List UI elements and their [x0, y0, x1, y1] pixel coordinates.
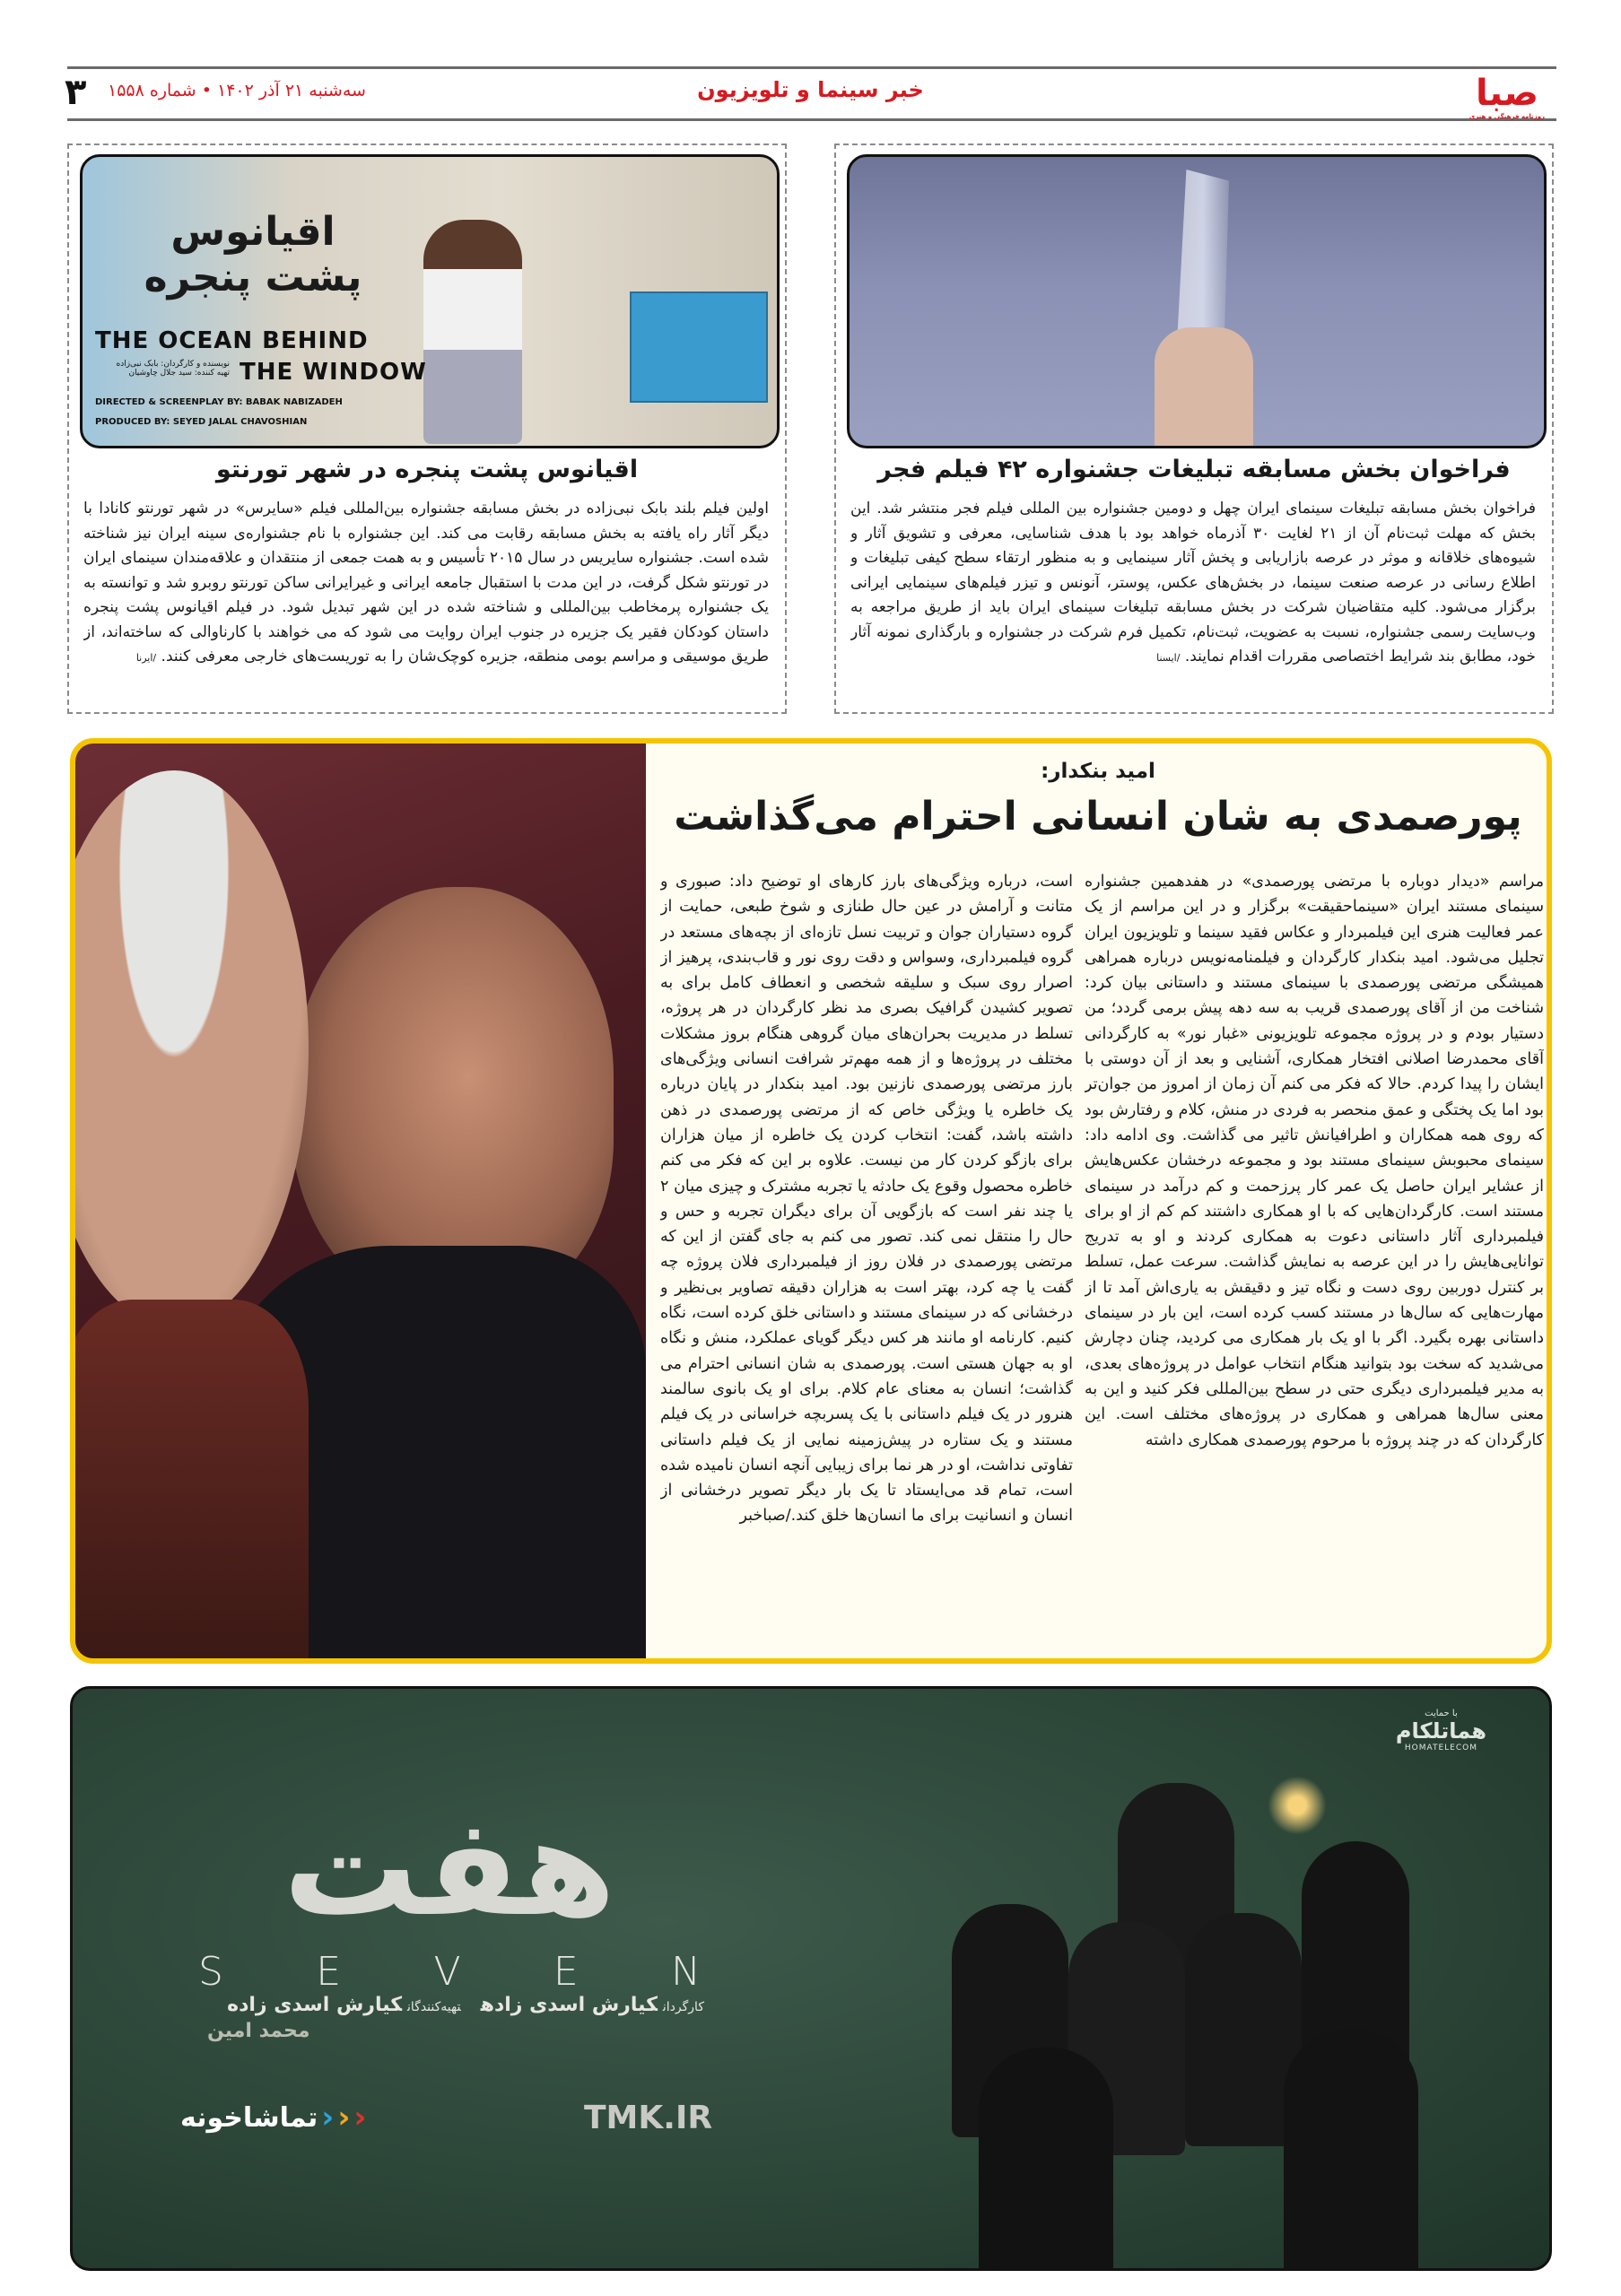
ad-title-letter: E [316, 1949, 342, 1995]
poster-credit-en: PRODUCED BY: SEYED JALAL CHAVOSHIAN [95, 417, 308, 427]
blue-box [630, 291, 768, 403]
older-man-sweater [75, 1300, 309, 1658]
platform-name: تماشاخونه [180, 2101, 318, 2134]
producer-name: محمد امین [207, 2020, 310, 2042]
website-link[interactable]: TMK.IR [584, 2100, 713, 2136]
chevron-red-icon: › [353, 2100, 367, 2135]
ad-title-letter: S [198, 1949, 223, 1995]
news-source: /ایرنا [135, 652, 157, 664]
chevron-yellow-icon: › [337, 2100, 351, 2135]
hand-holding-trophy [1155, 327, 1253, 448]
header-bottom-rule [67, 118, 1556, 121]
sponsor-name-en: HOMATELECOM [1404, 1744, 1477, 1752]
news-headline: فراخوان بخش مسابقه تبلیغات جشنواره ۴۲ فیلم فجر [877, 456, 1511, 483]
section-title: خبر سینما و تلویزیون [697, 77, 924, 102]
poster-credits-fa [95, 360, 230, 378]
feature-photo [75, 744, 646, 1658]
news-body [83, 497, 769, 705]
poster-title-fa: اقیانوس پشت پنجره [144, 209, 362, 300]
older-man-head [75, 770, 309, 1326]
poster-credit-en: DIRECTED & SCREENPLAY BY: BABAK NABIZADEH [95, 397, 343, 407]
cast-photo [799, 1689, 1445, 2271]
poster-credit-fa: نویسنده و کارگردان: بابک نبی‌زاده [116, 360, 230, 369]
dateline: سه‌شنبه ۲۱ آذر ۱۴۰۲ • شماره ۱۵۵۸ [108, 81, 366, 100]
tamashakhoone-logo [180, 2100, 366, 2135]
page-number: ۳ [65, 72, 87, 113]
sponsor-tag: با حمایت [1425, 1709, 1458, 1718]
director-name: کیارش اسدی زاده [480, 1994, 658, 2016]
news-headline: اقیانوس پشت پنجره در شهر تورنتو [215, 456, 639, 483]
ad-title-letter: E [553, 1949, 579, 1995]
feature-column-right: مراسم «دیدار دوباره با مرتضی پورصمدی» در هفدهمین جشنواره سینمای مستند ایران «سینماحقیقت» برگزار و در این مراسم از یک عمر فعالیت هنری این فیلمبردار و عکاس فقید سینما و تلویزیون ایران تجلیل می‌شود. امید بنکدار کارگردان و فیلمنامه‌نویس درباره همراهی همیشگی مرتضی پورصمدی با سینمای مستند و داستانی بیان کرد: شناخت من از آقای پورصمدی قریب به سه دهه پیش برمی گردد؛ من دستیار بودم و در پروژه مجموعه تلویزیونی «غبار نور» به کارگردانی آقای محمدرضا اصلانی افتخار همکاری، آشنایی و بعد از آن دوستی با ایشان را پیدا کردم. حالا که فکر می کنم آن زمان از امروز من جوان‌تر بود اما یک پختگی و عمق منحصر به فردی در منش، کلام و رفتارش بود که روی همه همکاران و اطرافیانش تاثیر می گذاشت. وی ادامه داد: سینمای محبوبش سینمای مستند بود و مجموعه درخشان عکس‌هایش از عشایر ایران حاصل یک عمر کار پرزحمت و کم درآمد در سینمای مستند است. کارگردان‌هایی که با او همکاری داشتند کم کم از او برای فیلمبرداری آثار داستانی دعوت به همکاری کردند و او به تدریج توانایی‌هایش را در این عرصه به نمایش گذاشت. سرعت عمل، تسلط بر کنترل دوربین روی دست و نگاه تیز و دقیقش به یاری‌اش آمد تا از مهارت‌هایی که سال‌ها در مستند کسب کرده است، این بار در سینمای داستانی بهره بگیرد. اگر با او یک بار همکاری می کردید، چنان دچارش می‌شدید که سخت بود بتوانید هنگام انتخاب عوامل در پروژه‌های بعدی، به مدیر فیلمبرداری دیگری حتی در سطح بین‌المللی فکر کنید و این به معنی سال‌ها همراهی و همکاری در پروژه‌های مختلف است. این کارگردان که در چند پروژه با مرحوم پورصمدی همکاری داشته [1085, 873, 1544, 1449]
poster-credit-fa: تهیه کننده: سید جلال چاوشیان [128, 369, 230, 378]
candelabra [1248, 1752, 1346, 1859]
feature-column-left [660, 869, 1073, 1649]
news-item-ocean [67, 144, 787, 714]
news-item-fajr [834, 144, 1554, 714]
film-poster [80, 154, 780, 448]
feature-kicker: امید بنکدار: [1041, 760, 1155, 783]
logo-text: صبا [1476, 73, 1538, 114]
ad-title-en [198, 1949, 701, 1995]
feature-column-left-text: است، درباره ویژگی‌های بارز کارهای او توضیح داد: صبوری و متانت و آرامش در عین حال طنازی و شوخ طبعی، حمایت از گروه دستیاران جوان و تربیت نسل تازه‌ای از بچه‌های مستعد در گروه فیلمبرداری، وسواس و دقت روی نور و قاب‌بندی، پرهیز از اصرار روی سبک و سلیقه شخصی و انعطاف کامل برای به تصویر کشیدن گرافیک بصری مد نظر کارگردان در هر پروژه، تسلط در مدیریت بحران‌های میان گروهی هنگام بروز مشکلات مختلف در پروژه‌ها و از همه مهم‌تر شرافت انسانی ویژگی‌های بارز مرتضی پورصمدی نازنین بود. امید بنکدار در پایان درباره یک خاطره یا ویژگی خاص که از مرتضی پورصمدی در ذهن داشته باشد، گفت: انتخاب کردن یک خاطره از میان هزاران برای بازگو کردن کار من نیست. علاوه بر این که فکر می کنم خاطره محصول وقوع یک حادثه یا تجربه مشترک و چیزی میان ۲ یا چند نفر است که بازگویی آن برای دیگران تجربه و حس و حال را منتقل نمی کند. تصور می کنم به جای گفتن از این که مرتضی پورصمدی در فلان روز از فیلمبرداری فلان پروژه چه گفت یا چه کرد، بهتر است به هزاران دقیقه تصاویر بی‌نظیر و درخشانی که در سینمای مستند و داستانی خلق کرده است، نگاه کنیم. کارنامه او مانند هر کس دیگر گویای عملکرد، منش و نگاه او به جهان هستی است. پورصمدی به شان انسانی احترام می گذاشت؛ انسان به معنای عام کلام. برای او یک بانوی سالمند هنرور در یک فیلم داستانی با یک پسربچه خراسانی در یک فیلم مستند و یک ستاره در پیش‌زمینه نمایی از یک فیلم داستانی تفاوتی نداشت، او در هر نما برای زیبایی آنچه انسان نامیده شده است، تمام قد می‌ایستاد تا یک بار دیگر تصویر درخشانی از انسان و انسانیت برای ما انسان‌ها خلق کند. [660, 873, 1073, 1526]
producers-label: تهیه‌کنندگان [407, 2000, 461, 2014]
news-body-text: اولین فیلم بلند بابک نبی‌زاده در بخش مسابقه جشنواره بین‌المللی فیلم «سایرس» در شهر تورنتو کانادا با دیگر آثار راه یافته به بخش مسابقه رقابت می کند. این جشنواره با نام جشنواره‌ی سینه ایران نیز شناخته شده است. جشنواره سایریس در سال ۲۰۱۵ تأسیس و به همت جمعی از منتقدان و علاقه‌مندان سینمای ایران در تورنتو شکل گرفت، در این مدت با استقبال جامعه ایرانی و غیرایرانی ساکن تورنتو روبرو شد و توانسته به یک جشنواره پرمخاطب بین‌المللی و شناخته شده در این شهر تبدیل شود. در فیلم اقیانوس پشت پنجره داستان کودکان فقیر یک جزیره در جنوب ایران روایت می شود که می خواهند با کارناوالی که ساخته‌اند، از طریق موسیقی و مراسم بومی منطقه، جزیره کوچک‌شان را به توریست‌های خارجی معرفی کنند. [83, 500, 769, 665]
news-source: /ایسنا [1156, 652, 1181, 664]
chevron-blue-icon: › [321, 2100, 335, 2135]
cast-member [979, 2048, 1113, 2271]
feature-source: /صباخبر [739, 1507, 791, 1526]
logo-tagline: روزنامه فرهنگی و هنری [1468, 113, 1546, 120]
feature-headline: پورصمدی به شان انسانی احترام می‌گذاشت [674, 794, 1522, 839]
header-top-rule [67, 66, 1556, 69]
director-label: کارگردان [662, 2000, 704, 2014]
ad-credits [207, 1994, 710, 2042]
producer-name: کیارش اسدی زاده [227, 1994, 402, 2016]
cast-member [1284, 2030, 1418, 2271]
seven-series-advertisement[interactable] [70, 1686, 1552, 2271]
poster-title-en-1: THE OCEAN BEHIND [95, 327, 369, 354]
poster-title-en-2: THE WINDOW [240, 359, 427, 386]
news-body-text: فراخوان بخش مسابقه تبلیغات سینمای ایران چهل و دومین جشنواره بین المللی فیلم فجر منتشر شد. این بخش که مهلت ثبت‌نام آن از ۲۱ لغایت ۳۰ آذرماه خواهد بود با هدف شناسایی، معرفی و تشویق آثار و شیوه‌های خلاقانه و موثر در عرصه بازاریابی و پخش آثار سینمایی و به منظور ارتقاء سطح کیفی تبلیغات و اطلاع رسانی در عرصه صنعت سینما، در بخش‌های عکس، پوستر، آنونس و تیزر فیلم‌های سینمایی ایرانی برگزار می‌شود. کلیه متقاضیان شرکت در بخش مسابقه تبلیغات سینمای ایران باید از طریق مراجعه به وب‌سایت رسمی جشنواره، نسبت به عضویت، ثبت‌نام، تکمیل فرم شرکت در جشنواره و بارگذاری نمونه آثار خود، مطابق بند شرایط اختصاصی مقررات اقدام نمایند. [850, 500, 1536, 665]
sponsor-name-fa: هماتلکام [1395, 1718, 1486, 1744]
boy-figure [423, 220, 522, 444]
ad-title-letter: V [433, 1949, 461, 1995]
news-body [850, 497, 1536, 705]
ad-title-letter: N [671, 1949, 701, 1995]
ad-title-fa: هفت [283, 1790, 616, 1946]
feature-article [70, 738, 1552, 1664]
trophy-photo [847, 154, 1547, 448]
